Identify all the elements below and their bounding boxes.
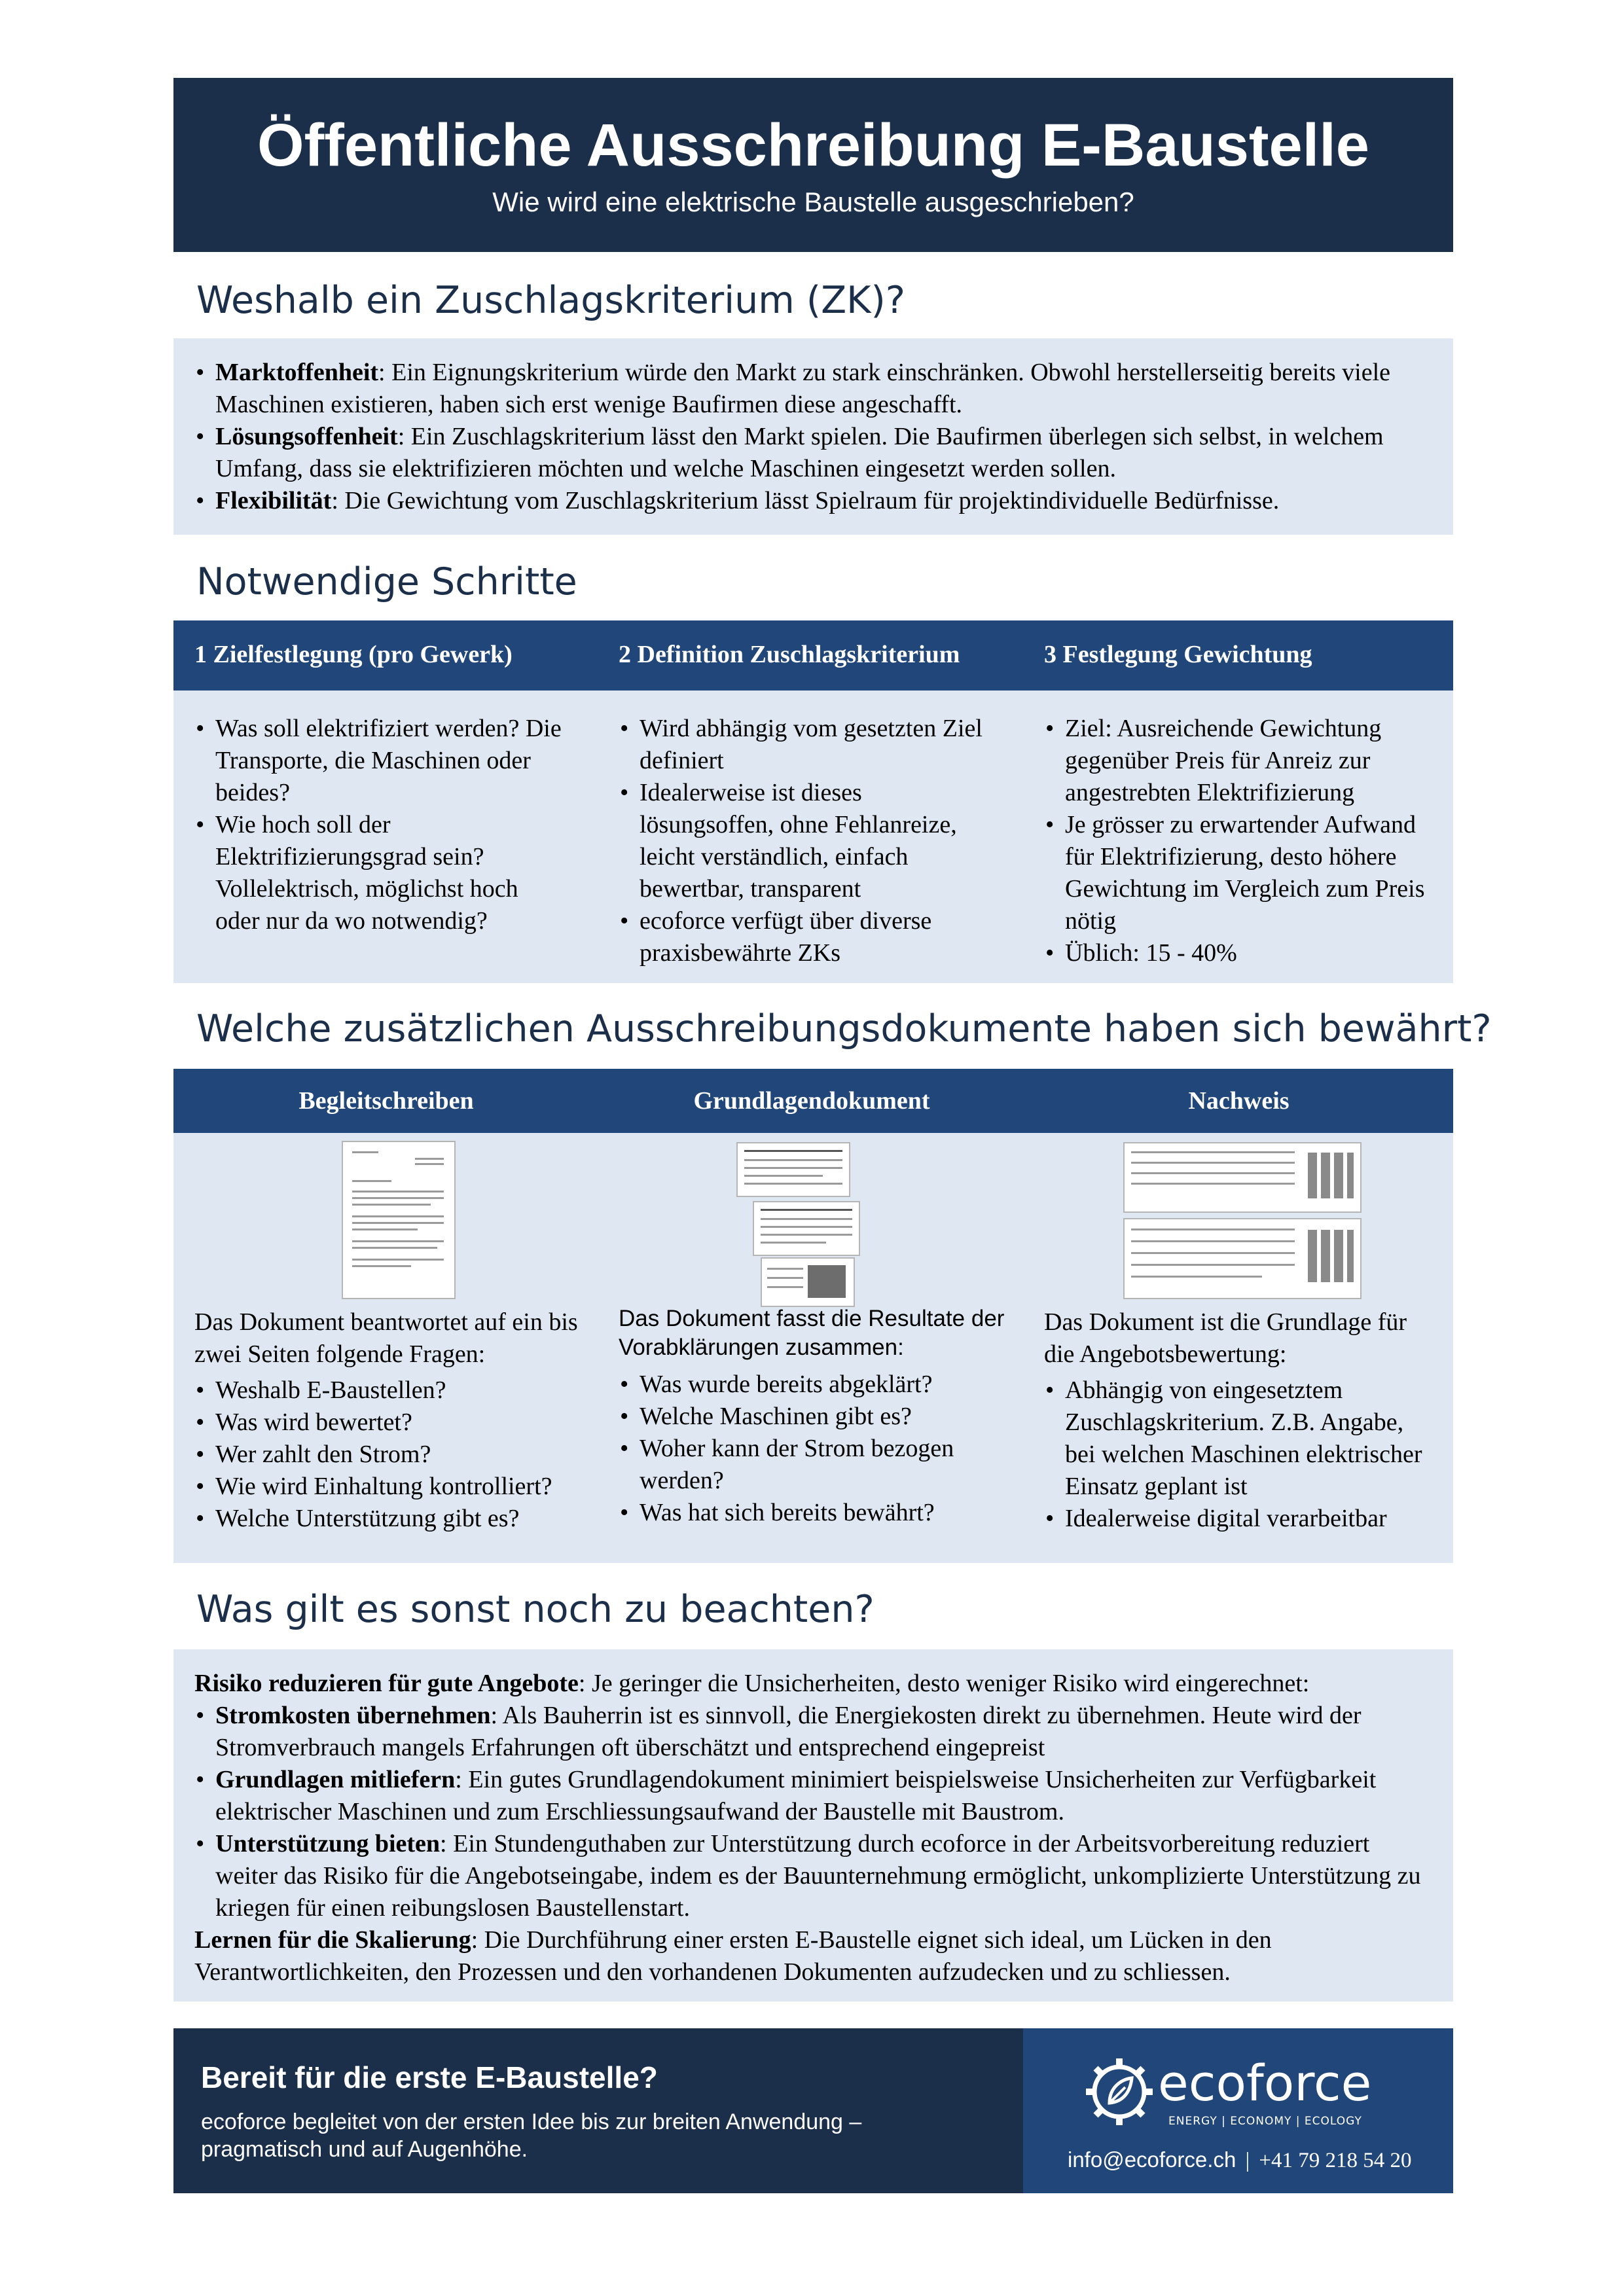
list-item: • Welche Unterstützung gibt es? [194, 1503, 581, 1535]
logo-wordmark: ecoforce [1158, 2054, 1372, 2112]
doc-1-text [194, 1306, 581, 1535]
section-heading-dokumente: Welche zusätzlichen Ausschreibungsdokumente haben sich bewährt? [196, 1007, 1492, 1050]
list-item: • Woher kann der Strom bezogen werden? [619, 1433, 1005, 1497]
list-item: • Wie wird Einhaltung kontrolliert? [194, 1471, 581, 1503]
list-item: • Weshalb E-Baustellen? [194, 1374, 581, 1407]
list-item: • Wird abhängig vom gesetzten Ziel definiert [619, 713, 998, 777]
list-item: • Lösungsoffenheit: Ein Zuschlagskriterium lässt den Markt spielen. Die Baufirmen überlegen sich selbst, in welchem Umfang, dass sie elektrifizieren möchten und welche Maschinen eingesetzt werden sollen. [194, 421, 1432, 485]
list-item: • Was wurde bereits abgeklärt? [619, 1369, 1005, 1401]
list-item: • Üblich: 15 - 40% [1044, 937, 1437, 969]
list-item: • Was hat sich bereits bewährt? [619, 1497, 1005, 1529]
list-item: • Abhängig von eingesetztem Zuschlagskriterium. Z.B. Angabe, bei welchen Maschinen elektrischer Einsatz geplant ist [1044, 1374, 1437, 1503]
zk-panel [173, 338, 1453, 535]
section-heading-zk: Weshalb ein Zuschlagskriterium (ZK)? [196, 279, 905, 322]
list-item: • Je grösser zu erwartender Aufwand für Elektrifizierung, desto höhere Gewichtung im Vergleich zum Preis nötig [1044, 809, 1437, 937]
doc-1-intro: Das Dokument beantwortet auf ein bis zwei Seiten folgende Fragen: [194, 1308, 578, 1368]
contact-separator: | [1245, 2149, 1250, 2172]
list-item: • Ziel: Ausreichende Gewichtung gegenüber Preis für Anreiz zur angestrebten Elektrifizierung [1044, 713, 1437, 809]
footer-heading: Bereit für die erste E-Baustelle? [201, 2060, 658, 2094]
notes-lead: Risiko reduzieren für gute Angebote: Je geringer die Unsicherheiten, desto weniger Risiko wird eingerechnet: [194, 1670, 1310, 1697]
footer-contact [1023, 2028, 1453, 2193]
docs-panel [173, 1133, 1453, 1563]
step-1-title: 1 Zielfestlegung (pro Gewerk) [194, 641, 513, 668]
doc-2-title: Grundlagendokument [693, 1087, 930, 1115]
step-2-list [619, 713, 998, 969]
section-heading-schritte: Notwendige Schritte [196, 560, 577, 603]
list-item: • Welche Maschinen gibt es? [619, 1401, 1005, 1433]
footer-cta [173, 2028, 1023, 2193]
list-item: • Idealerweise ist dieses lösungsoffen, ohne Fehlanreize, leicht verständlich, einfach bewertbar, transparent [619, 777, 998, 905]
doc-1-title: Begleitschreiben [298, 1087, 474, 1115]
list-item: • Unterstützung bieten: Ein Stundenguthaben zur Unterstützung durch ecoforce in der Arbeitsvorbereitung reduziert weiter das Risiko für die Angebotseingabe, indem es der Bauunternehmung ermöglicht, unkomplizierte Unterstützung zu kriegen für einen reibungslosen Baustellenstart. [194, 1828, 1435, 1924]
list-item: • Stromkosten übernehmen: Als Bauherrin ist es sinnvoll, die Energiekosten direkt zu übernehmen. Heute wird der Stromverbrauch mangels Erfahrungen oft überschätzt und entsprechend eingepreist [194, 1700, 1435, 1764]
docs-header-bar [173, 1069, 1453, 1133]
page-title: Öffentliche Ausschreibung E-Baustelle [257, 112, 1369, 179]
notes-panel [173, 1649, 1453, 2001]
step-2-title: 2 Definition Zuschlagskriterium [619, 641, 960, 668]
list-item: • Wer zahlt den Strom? [194, 1439, 581, 1471]
letter-thumbnail [342, 1141, 456, 1299]
doc-2-text [619, 1304, 1005, 1529]
footer-text: ecoforce begleitet von der ersten Idee bis zur breiten Anwendung – pragmatisch und auf Augenhöhe. [201, 2109, 862, 2162]
section-heading-beachten: Was gilt es sonst noch zu beachten? [196, 1588, 875, 1631]
list-item: • Marktoffenheit: Ein Eignungskriterium würde den Markt zu stark einschränken. Obwohl herstellerseitig bereits viele Maschinen existieren, haben sich erst wenige Baufirmen diese angeschafft. [194, 357, 1432, 421]
list-item: • Was soll elektrifiziert werden? Die Transporte, die Maschinen oder beides? [194, 713, 568, 809]
step-3-list [1044, 713, 1437, 969]
title-banner [173, 78, 1453, 252]
page-subtitle: Wie wird eine elektrische Baustelle ausgeschrieben? [492, 187, 1134, 218]
basics-doc-thumbnail-1 [736, 1142, 850, 1197]
evidence-form-thumbnail-2 [1123, 1218, 1362, 1299]
list-item: • Flexibilität: Die Gewichtung vom Zuschlagskriterium lässt Spielraum für projektindividuelle Bedürfnisse. [194, 485, 1432, 517]
list-item: • Grundlagen mitliefern: Ein gutes Grundlagendokument minimiert beispielsweise Unsicherheiten zur Verfügbarkeit elektrischer Maschinen und zum Erschliessungsaufwand der Baustelle mit Baustrom. [194, 1764, 1435, 1828]
list-item: • Idealerweise digital verarbeitbar [1044, 1503, 1437, 1535]
step-3-title: 3 Festlegung Gewichtung [1044, 641, 1312, 668]
logo-tagline: ENERGY | ECONOMY | ECOLOGY [1168, 2115, 1362, 2128]
basics-doc-thumbnail-2 [753, 1201, 860, 1256]
doc-3-title: Nachweis [1188, 1087, 1290, 1115]
notes-closing: Lernen für die Skalierung: Die Durchführung einer ersten E-Baustelle eignet sich ideal, um Lücken in den Verantwortlichkeiten, den Prozessen und den vorhandenen Dokumenten aufzudecken und zu schliessen. [194, 1926, 1272, 1986]
doc-3-intro: Das Dokument ist die Grundlage für die Angebotsbewertung: [1044, 1308, 1407, 1368]
steps-panel [173, 691, 1453, 983]
doc-2-intro: Das Dokument fasst die Resultate der Vorabklärungen zusammen: [619, 1306, 1005, 1360]
list-item: • ecoforce verfügt über diverse praxisbewährte ZKs [619, 905, 998, 969]
contact-email[interactable]: info@ecoforce.ch [1068, 2147, 1236, 2172]
steps-header-bar [173, 620, 1453, 691]
evidence-form-thumbnail-1 [1123, 1142, 1362, 1213]
step-1-list [194, 713, 568, 937]
basics-doc-thumbnail-3 [761, 1257, 855, 1307]
list-item: • Wie hoch soll der Elektrifizierungsgrad sein? Vollelektrisch, möglichst hoch oder nur da wo notwendig? [194, 809, 568, 937]
list-item: • Was wird bewertet? [194, 1407, 581, 1439]
contact-phone[interactable]: +41 79 218 54 20 [1259, 2149, 1412, 2172]
doc-3-text [1044, 1306, 1437, 1535]
gear-leaf-icon [1083, 2056, 1155, 2128]
